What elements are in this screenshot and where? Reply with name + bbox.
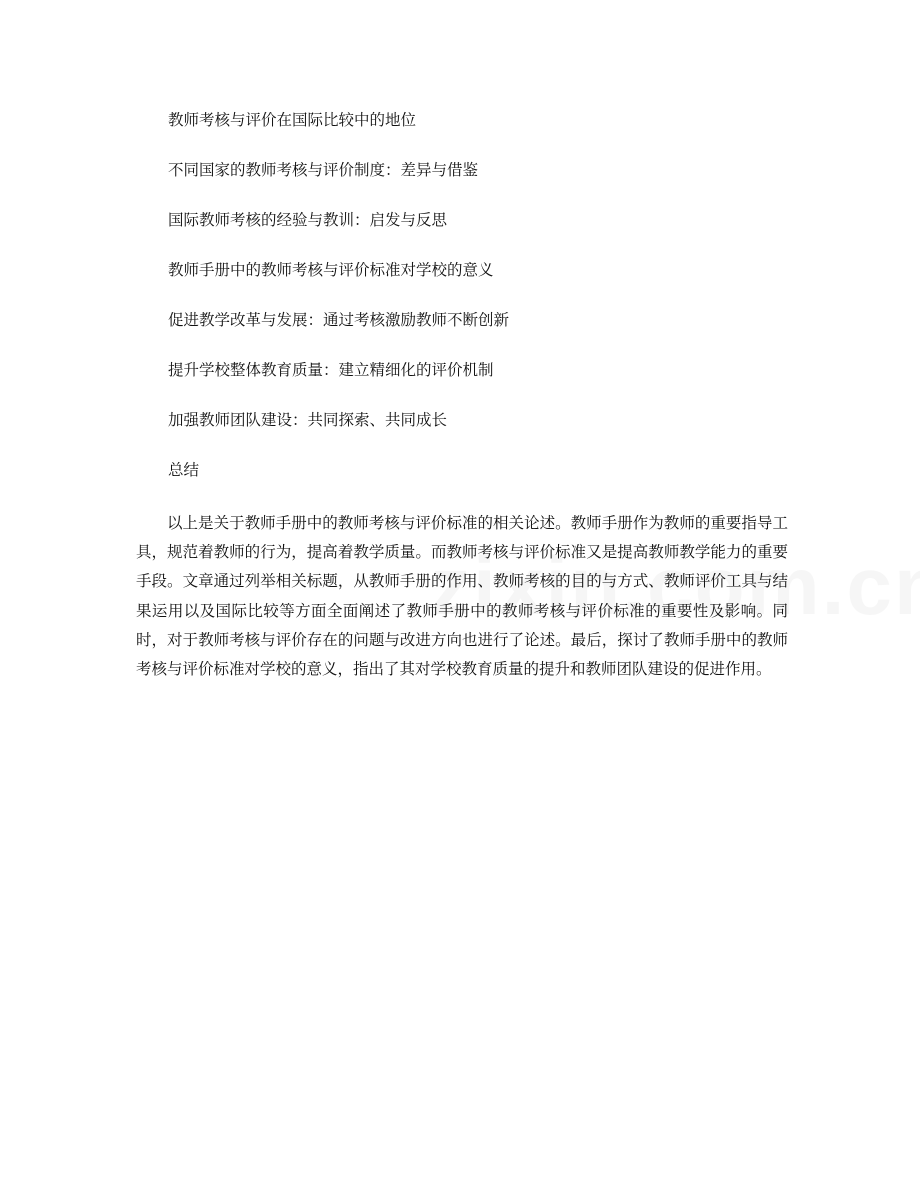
heading-education-quality: 提升学校整体教育质量：建立精细化的评价机制 xyxy=(168,361,494,379)
heading-team-building: 加强教师团队建设：共同探索、共同成长 xyxy=(168,411,448,429)
summary-paragraph: 以上是关于教师手册中的教师考核与评价标准的相关论述。教师手册作为教师的重要指导工具，规范着教师的行为，提高着教学质量。而教师考核与评价标准又是提高教师教学能力的重要手段。文章通过列举相关标题，从教师手册的作用、教师考核的目的与方式、教师评价工具与结果运用以及国际比较等方面全面阐述了教师手册中的教师考核与评价标准的重要性及影响。同时，对于教师考核与评价存在的问题与改进方向也进行了论述。最后，探讨了教师手册中的教师考核与评价标准对学校的意义，指出了其对学校教育质量的提升和教师团队建设的促进作用。 xyxy=(136,514,788,679)
heading-summary: 总结 xyxy=(168,461,200,479)
heading-international-comparison: 教师考核与评价在国际比较中的地位 xyxy=(168,111,417,129)
heading-list xyxy=(168,108,788,508)
heading-international-lessons: 国际教师考核的经验与教训：启发与反思 xyxy=(168,211,448,229)
heading-school-significance: 教师手册中的教师考核与评价标准对学校的意义 xyxy=(168,261,494,279)
heading-teaching-reform: 促进教学改革与发展：通过考核激励教师不断创新 xyxy=(168,311,510,329)
heading-national-systems: 不同国家的教师考核与评价制度：差异与借鉴 xyxy=(168,161,479,179)
